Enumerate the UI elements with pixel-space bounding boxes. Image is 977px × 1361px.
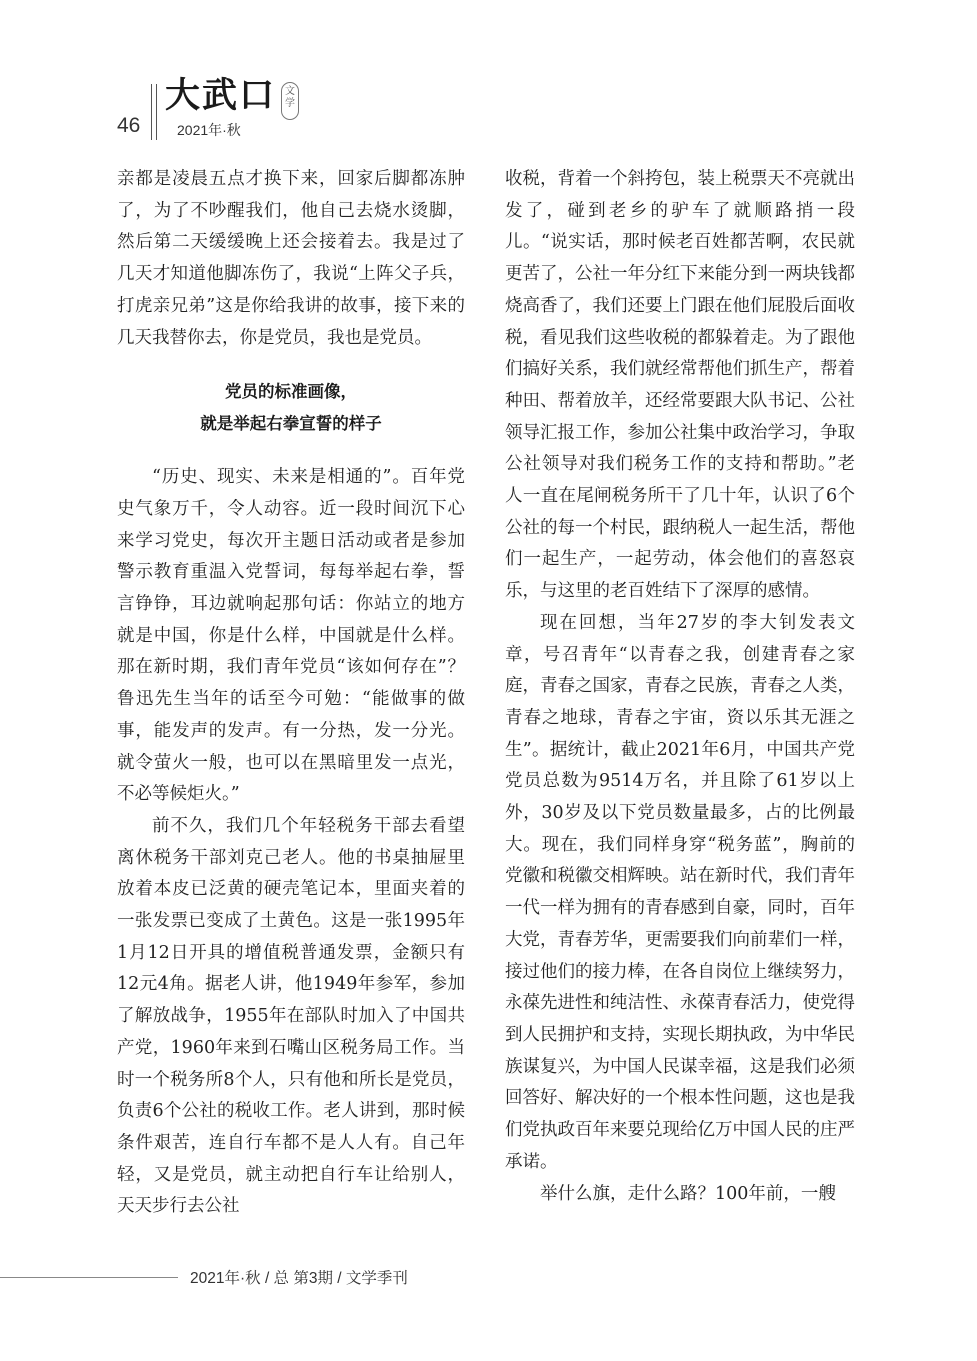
paragraph: 收税，背着一个斜挎包，装上税票天不亮就出发了，碰到老乡的驴车了就顺路捎一段儿。“说实话，那时候老百姓都苦啊，农民就更苦了，公社一年分红下来能分到一两块钱都烧高香了，我们还要上门跟在他们屁股后面收税，看见我们这些收税的都躲着走。为了跟他们搞好关系，我们就经常帮他们抓生产，帮着种田、帮着放羊，还经常要跟大队书记、公社领导汇报工作，参加公社集中政治学习，争取公社领导对我们税务工作的支持和帮助。”老人一直在尾闸税务所干了几十年，认识了6个公社的每一个村民，跟纳税人一起生活，帮他们一起生产，一起劳动，体会他们的喜怒哀乐，与这里的老百姓结下了深厚的感情。 bbox=[505, 169, 855, 602]
paragraph: 亲都是凌晨五点才换下来，回家后脚都冻肿了，为了不吵醒我们，他自己去烧水烫脚，然后第二天缓缓晚上还会接着去。我是过了几天才知道他脚冻伤了，我说“上阵父子兵，打虎亲兄弟”这是你给我讲的故事，接下来的几天我替你去，你是党员，我也是党员。 bbox=[117, 169, 465, 348]
paragraph: 举什么旗，走什么路？100年前，一艘 bbox=[540, 1183, 836, 1204]
left-column bbox=[117, 164, 465, 1223]
page-number: 46 bbox=[117, 114, 141, 137]
footer-divider bbox=[0, 1277, 178, 1278]
page-header bbox=[115, 75, 375, 140]
header-divider bbox=[151, 84, 152, 140]
section-heading bbox=[117, 376, 465, 440]
paragraph: “历史、现实、未来是相通的”。百年党史气象万千，令人动容。近一段时间沉下心来学习党史，每次开主题日活动或者是参加警示教育重温入党誓词，每每举起右拳，誓言铮铮，耳边就响起那句话：你站立的地方就是中国，你是什么样，中国就是什么样。那在新时期，我们青年党员“该如何存在”？鲁迅先生当年的话至今可勉：“能做事的做事，能发声的发声。有一分热，发一分光。就令萤火一般，也可以在黑暗里发一点光，不必等候炬火。” bbox=[117, 467, 465, 805]
seal-logo: 文学 bbox=[281, 82, 299, 120]
paragraph: 前不久，我们几个年轻税务干部去看望离休税务干部刘克己老人。他的书桌抽屉里放着本皮已泛黄的硬壳笔记本，里面夹着的一张发票已变成了土黄色。这是一张1995年1月12日开具的增值税普通发票，金额只有12元4角。据老人讲，他1949年参军，参加了解放战争，1955年在部队时加入了中国共产党，1960年来到石嘴山区税务局工作。当时一个税务所8个人，只有他和所长是党员，负责6个公社的税收工作。老人讲到，那时候条件艰苦，连自行车都不是人人有。自己年轻，又是党员，就主动把自行车让给别人，天天步行去公社 bbox=[117, 815, 465, 1217]
issue-date: 2021年·秋 bbox=[177, 122, 241, 138]
header-divider bbox=[156, 84, 157, 140]
paragraph: 现在回想，当年27岁的李大钊发表文章，号召青年“以青春之我，创建青春之家庭，青春之国家，青春之民族，青春之人类，青春之地球，青春之宇宙，资以乐其无涯之生”。据统计，截止2021年6月，中国共产党党员总数为9514万名，并且除了61岁以上外，30岁及以下党员数量最多，占的比例最大。现在，我们同样身穿“税务蓝”，胸前的党徽和税徽交相辉映。站在新时代，我们青年一代一样为拥有的青春感到自豪，同时，百年大党，青春芳华，更需要我们向前辈们一样，接过他们的接力棒，在各自岗位上继续努力，永葆先进性和纯洁性、永葆青春活力，使党得到人民拥护和支持，实现长期执政，为中华民族谋复兴，为中国人民谋幸福，这是我们必须回答好、解决好的一个根本性问题，这也是我们党执政百年来要兑现给亿万中国人民的庄严承诺。 bbox=[505, 612, 855, 1172]
section-heading-line: 党员的标准画像， bbox=[225, 382, 357, 402]
right-column bbox=[505, 164, 855, 1210]
magazine-title: 大武口 bbox=[165, 75, 277, 116]
footer-text: 2021年·秋 / 总 第3期 / 文学季刊 bbox=[190, 1270, 408, 1287]
section-heading-line: 就是举起右拳宣誓的样子 bbox=[200, 414, 382, 434]
